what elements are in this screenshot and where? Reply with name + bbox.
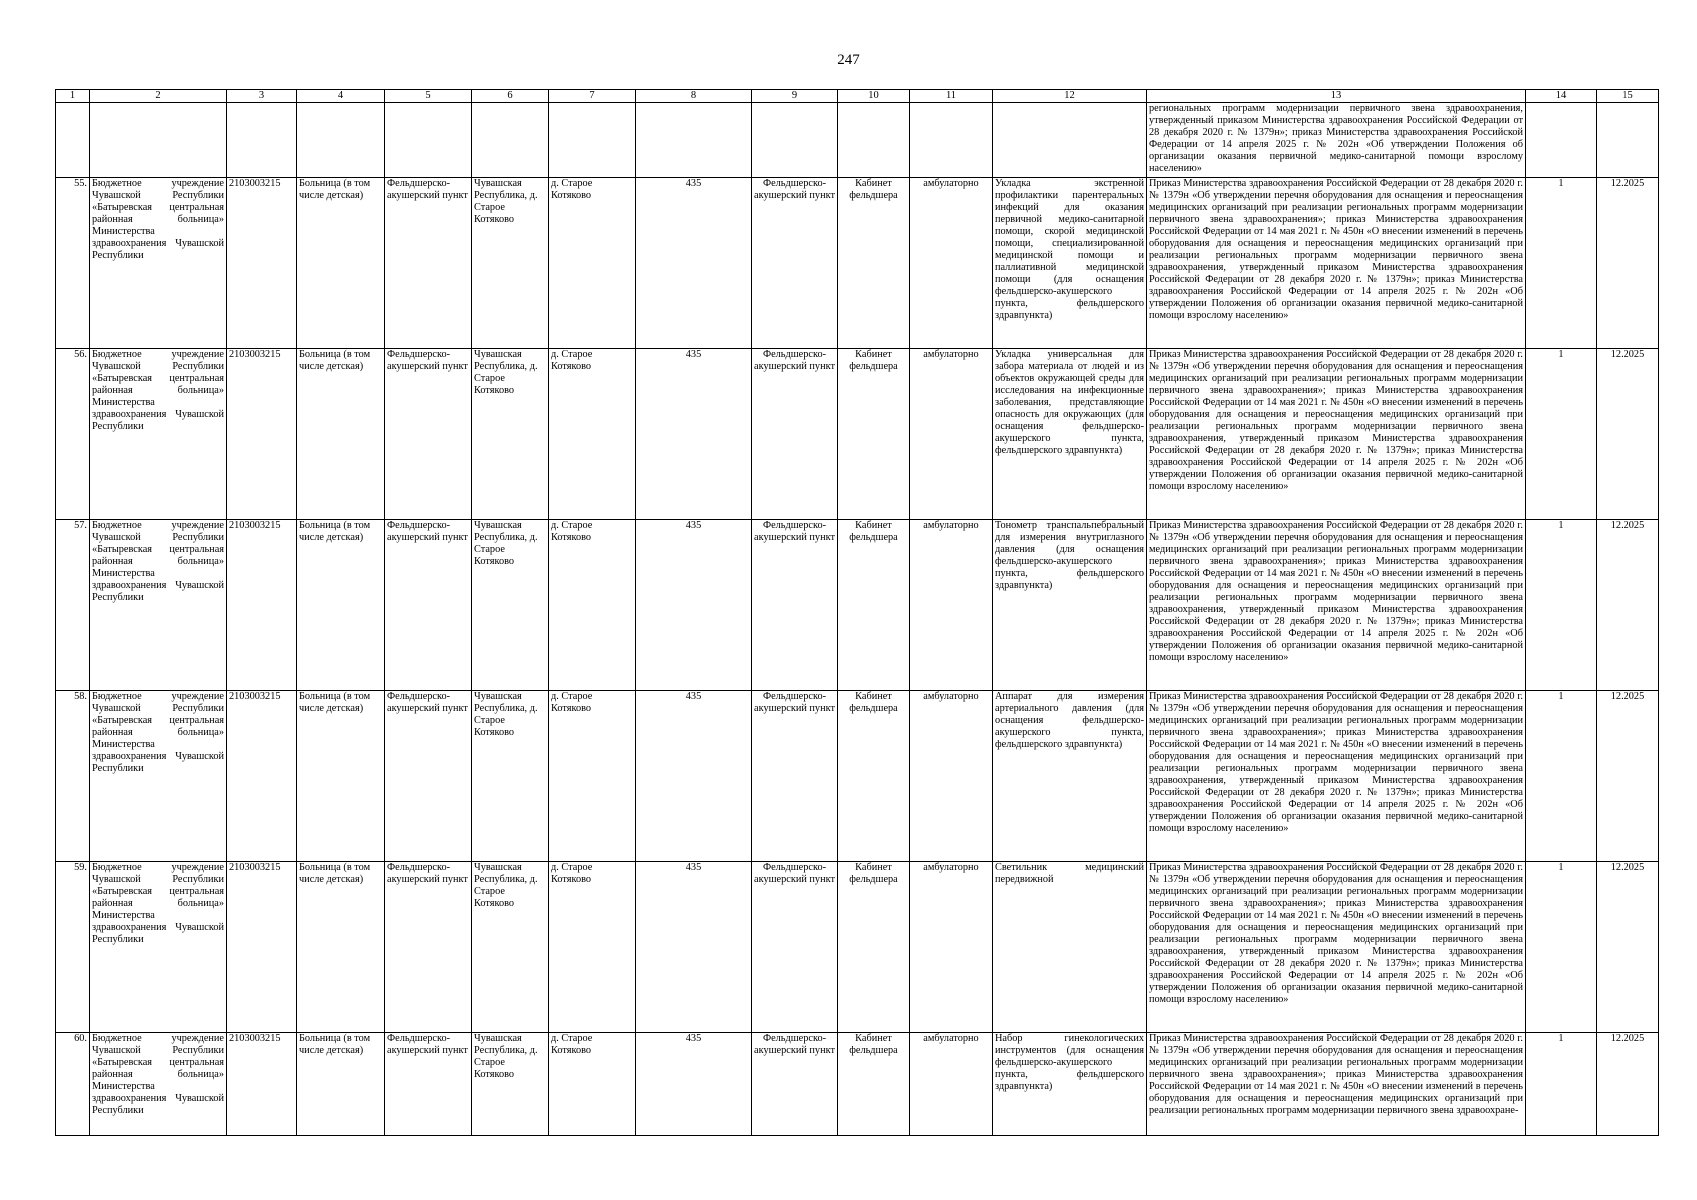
locality: д. Старое Котяково <box>549 1033 636 1136</box>
cabinet: Кабинет фельдшера <box>838 349 910 520</box>
inn: 2103003215 <box>227 1033 297 1136</box>
subdivision: Фельдшерско-акушерский пункт <box>385 862 472 1033</box>
col-num-11: 11 <box>910 90 993 103</box>
organization-name: Бюджетное учреждение Чувашской Республики «Батыревская центральная районная больница» Министерства здравоохранения Чувашской Республики <box>90 691 227 862</box>
subdivision: Фельдшерско-акушерский пункт <box>385 691 472 862</box>
equipment-name: Аппарат для измерения артериального давления (для оснащения фельдшерско-акушерского пункта, фельдшерского здравпункта) <box>993 691 1147 862</box>
region-address: Чувашская Республика, д. Старое Котяково <box>472 178 549 349</box>
subdivision: Фельдшерско-акушерский пункт <box>385 1033 472 1136</box>
code: 435 <box>636 349 752 520</box>
organization-type: Больница (в том числе детская) <box>297 520 385 691</box>
code: 435 <box>636 520 752 691</box>
col-num-4: 4 <box>297 90 385 103</box>
deadline: 12.2025 <box>1597 1033 1659 1136</box>
code: 435 <box>636 691 752 862</box>
table-row <box>56 178 1659 349</box>
col-num-2: 2 <box>90 90 227 103</box>
deadline: 12.2025 <box>1597 178 1659 349</box>
organization-name: Бюджетное учреждение Чувашской Республики «Батыревская центральная районная больница» Министерства здравоохранения Чувашской Республики <box>90 178 227 349</box>
equipment-name: Укладка универсальная для забора материала от людей и из объектов окружающей среды для исследования на инфекционные заболевания, представляющие опасность для окружающих (для оснащения фельдшерско-акушерского пункта, фельдшерского здравпункта) <box>993 349 1147 520</box>
col-num-8: 8 <box>636 90 752 103</box>
organization-name: Бюджетное учреждение Чувашской Республики «Батыревская центральная районная больница» Министерства здравоохранения Чувашской Республики <box>90 520 227 691</box>
region-address: Чувашская Республика, д. Старое Котяково <box>472 349 549 520</box>
quantity: 1 <box>1526 520 1597 691</box>
quantity: 1 <box>1526 862 1597 1033</box>
locality: д. Старое Котяково <box>549 862 636 1033</box>
legal-basis: Приказ Министерства здравоохранения Российской Федерации от 28 декабря 2020 г. № 1379н «Об утверждении перечня оборудования для оснащения и переоснащения медицинских организаций при реализации региональных программ модернизации первичного звена здравоохранения»; приказ Министерства здравоохранения Российской Федерации от 14 мая 2021 г. № 450н «О внесении изменений в перечень оборудования для оснащения и переоснащения медицинских организаций при реализации региональных программ модернизации первичного звена здравоохранения, утвержденный приказом Министерства здравоохранения Российской Федерации от 28 декабря 2020 г. № 1379н»; приказ Министерства здравоохранения Российской Федерации от 14 апреля 2025 г. № 202н «Об утверждении Положения об организации оказания первичной медико-санитарной помощи взрослому населению» <box>1147 178 1526 349</box>
col-num-10: 10 <box>838 90 910 103</box>
col-num-1: 1 <box>56 90 90 103</box>
table-row <box>56 520 1659 691</box>
quantity: 1 <box>1526 178 1597 349</box>
subdivision: Фельдшерско-акушерский пункт <box>385 349 472 520</box>
continuation-row <box>56 103 1659 178</box>
inn: 2103003215 <box>227 520 297 691</box>
quantity: 1 <box>1526 691 1597 862</box>
deadline: 12.2025 <box>1597 862 1659 1033</box>
care-condition: амбулаторно <box>910 691 993 862</box>
row-number: 55. <box>56 178 90 349</box>
care-condition: амбулаторно <box>910 520 993 691</box>
organization-type: Больница (в том числе детская) <box>297 1033 385 1136</box>
row-number: 59. <box>56 862 90 1033</box>
legal-basis: Приказ Министерства здравоохранения Российской Федерации от 28 декабря 2020 г. № 1379н «Об утверждении перечня оборудования для оснащения и переоснащения медицинских организаций при реализации региональных программ модернизации первичного звена здравоохранения»; приказ Министерства здравоохранения Российской Федерации от 14 мая 2021 г. № 450н «О внесении изменений в перечень оборудования для оснащения и переоснащения медицинских организаций при реализации региональных программ модернизации первичного звена здравоохранения, утвержденный приказом Министерства здравоохранения Российской Федерации от 28 декабря 2020 г. № 1379н»; приказ Министерства здравоохранения Российской Федерации от 14 апреля 2025 г. № 202н «Об утверждении Положения об организации оказания первичной медико-санитарной помощи взрослому населению» <box>1147 691 1526 862</box>
organization-name: Бюджетное учреждение Чувашской Республики «Батыревская центральная районная больница» Министерства здравоохранения Чувашской Республики <box>90 1033 227 1136</box>
quantity: 1 <box>1526 349 1597 520</box>
locality: д. Старое Котяково <box>549 178 636 349</box>
organization-type: Больница (в том числе детская) <box>297 862 385 1033</box>
col-num-3: 3 <box>227 90 297 103</box>
care-condition: амбулаторно <box>910 349 993 520</box>
code: 435 <box>636 862 752 1033</box>
legal-basis: Приказ Министерства здравоохранения Российской Федерации от 28 декабря 2020 г. № 1379н «Об утверждении перечня оборудования для оснащения и переоснащения медицинских организаций при реализации региональных программ модернизации первичного звена здравоохранения»; приказ Министерства здравоохранения Российской Федерации от 14 мая 2021 г. № 450н «О внесении изменений в перечень оборудования для оснащения и переоснащения медицинских организаций при реализации региональных программ модернизации первичного звена здравоохранения, утвержденный приказом Министерства здравоохранения Российской Федерации от 28 декабря 2020 г. № 1379н»; приказ Министерства здравоохранения Российской Федерации от 14 апреля 2025 г. № 202н «Об утверждении Положения об организации оказания первичной медико-санитарной помощи взрослому населению» <box>1147 349 1526 520</box>
locality: д. Старое Котяково <box>549 520 636 691</box>
subdivision: Фельдшерско-акушерский пункт <box>385 520 472 691</box>
care-condition: амбулаторно <box>910 1033 993 1136</box>
organization-name: Бюджетное учреждение Чувашской Республики «Батыревская центральная районная больница» Министерства здравоохранения Чувашской Республики <box>90 862 227 1033</box>
inn: 2103003215 <box>227 691 297 862</box>
row-number: 56. <box>56 349 90 520</box>
cabinet: Кабинет фельдшера <box>838 862 910 1033</box>
equipment-name: Набор гинекологических инструментов (для оснащения фельдшерско-акушерского пункта, фельдшерского здравпункта) <box>993 1033 1147 1136</box>
inn: 2103003215 <box>227 349 297 520</box>
table-row <box>56 691 1659 862</box>
continuation-basis: региональных программ модернизации первичного звена здравоохранения, утвержденный приказом Министерства здравоохранения Российской Федерации от 28 декабря 2020 г. № 1379н»; приказ Министерства здравоохранения Российской Федерации от 14 апреля 2025 г. № 202н «Об утверждении Положения об организации оказания первичной медико-санитарной помощи взрослому населению» <box>1147 103 1526 178</box>
subdivision: Фельдшерско-акушерский пункт <box>385 178 472 349</box>
row-number: 60. <box>56 1033 90 1136</box>
col-num-7: 7 <box>549 90 636 103</box>
table-row <box>56 1033 1659 1136</box>
inn: 2103003215 <box>227 178 297 349</box>
cabinet: Кабинет фельдшера <box>838 520 910 691</box>
organization-type: Больница (в том числе детская) <box>297 691 385 862</box>
table-row <box>56 862 1659 1033</box>
deadline: 12.2025 <box>1597 349 1659 520</box>
unit: Фельдшерско-акушерский пункт <box>752 178 838 349</box>
unit: Фельдшерско-акушерский пункт <box>752 1033 838 1136</box>
cabinet: Кабинет фельдшера <box>838 691 910 862</box>
cabinet: Кабинет фельдшера <box>838 178 910 349</box>
care-condition: амбулаторно <box>910 862 993 1033</box>
unit: Фельдшерско-акушерский пункт <box>752 691 838 862</box>
equipment-name: Тонометр транспальпебральный для измерения внутриглазного давления (для оснащения фельдшерско-акушерского пункта, фельдшерского здравпункта) <box>993 520 1147 691</box>
equipment-name: Укладка экстренной профилактики парентеральных инфекций для оказания первичной медико-санитарной помощи, скорой медицинской помощи, специализированной медицинской помощи и паллиативной медицинской помощи (для оснащения фельдшерско-акушерского пункта, фельдшерского здравпункта) <box>993 178 1147 349</box>
col-num-15: 15 <box>1597 90 1659 103</box>
row-number: 58. <box>56 691 90 862</box>
region-address: Чувашская Республика, д. Старое Котяково <box>472 691 549 862</box>
quantity: 1 <box>1526 1033 1597 1136</box>
unit: Фельдшерско-акушерский пункт <box>752 520 838 691</box>
column-number-row <box>56 90 1659 103</box>
locality: д. Старое Котяково <box>549 349 636 520</box>
legal-basis: Приказ Министерства здравоохранения Российской Федерации от 28 декабря 2020 г. № 1379н «Об утверждении перечня оборудования для оснащения и переоснащения медицинских организаций при реализации региональных программ модернизации первичного звена здравоохранения»; приказ Министерства здравоохранения Российской Федерации от 14 мая 2021 г. № 450н «О внесении изменений в перечень оборудования для оснащения и переоснащения медицинских организаций при реализации региональных программ модернизации первичного звена здравоохранения, утвержденный приказом Министерства здравоохранения Российской Федерации от 28 декабря 2020 г. № 1379н»; приказ Министерства здравоохранения Российской Федерации от 14 апреля 2025 г. № 202н «Об утверждении Положения об организации оказания первичной медико-санитарной помощи взрослому населению» <box>1147 862 1526 1033</box>
region-address: Чувашская Республика, д. Старое Котяково <box>472 1033 549 1136</box>
inn: 2103003215 <box>227 862 297 1033</box>
table-row <box>56 349 1659 520</box>
region-address: Чувашская Республика, д. Старое Котяково <box>472 862 549 1033</box>
code: 435 <box>636 1033 752 1136</box>
care-condition: амбулаторно <box>910 178 993 349</box>
locality: д. Старое Котяково <box>549 691 636 862</box>
equipment-name: Светильник медицинский передвижной <box>993 862 1147 1033</box>
deadline: 12.2025 <box>1597 520 1659 691</box>
region-address: Чувашская Республика, д. Старое Котяково <box>472 520 549 691</box>
col-num-14: 14 <box>1526 90 1597 103</box>
col-num-13: 13 <box>1147 90 1526 103</box>
code: 435 <box>636 178 752 349</box>
col-num-5: 5 <box>385 90 472 103</box>
col-num-9: 9 <box>752 90 838 103</box>
row-number: 57. <box>56 520 90 691</box>
page-number: 247 <box>837 52 860 68</box>
col-num-12: 12 <box>993 90 1147 103</box>
deadline: 12.2025 <box>1597 691 1659 862</box>
organization-type: Больница (в том числе детская) <box>297 349 385 520</box>
legal-basis: Приказ Министерства здравоохранения Российской Федерации от 28 декабря 2020 г. № 1379н «Об утверждении перечня оборудования для оснащения и переоснащения медицинских организаций при реализации региональных программ модернизации первичного звена здравоохранения»; приказ Министерства здравоохранения Российской Федерации от 14 мая 2021 г. № 450н «О внесении изменений в перечень оборудования для оснащения и переоснащения медицинских организаций при реализации региональных программ модернизации первичного звена здравоохранения, утвержденный приказом Министерства здравоохранения Российской Федерации от 28 декабря 2020 г. № 1379н»; приказ Министерства здравоохранения Российской Федерации от 14 апреля 2025 г. № 202н «Об утверждении Положения об организации оказания первичной медико-санитарной помощи взрослому населению» <box>1147 520 1526 691</box>
col-num-6: 6 <box>472 90 549 103</box>
legal-basis: Приказ Министерства здравоохранения Российской Федерации от 28 декабря 2020 г. № 1379н «Об утверждении перечня оборудования для оснащения и переоснащения медицинских организаций при реализации региональных программ модернизации первичного звена здравоохранения»; приказ Министерства здравоохранения Российской Федерации от 14 мая 2021 г. № 450н «О внесении изменений в перечень оборудования для оснащения и переоснащения медицинских организаций при реализации региональных программ модернизации первичного звена здравоохране- <box>1147 1033 1526 1136</box>
equipment-table <box>55 89 1659 1136</box>
organization-name: Бюджетное учреждение Чувашской Республики «Батыревская центральная районная больница» Министерства здравоохранения Чувашской Республики <box>90 349 227 520</box>
unit: Фельдшерско-акушерский пункт <box>752 349 838 520</box>
unit: Фельдшерско-акушерский пункт <box>752 862 838 1033</box>
cabinet: Кабинет фельдшера <box>838 1033 910 1136</box>
organization-type: Больница (в том числе детская) <box>297 178 385 349</box>
